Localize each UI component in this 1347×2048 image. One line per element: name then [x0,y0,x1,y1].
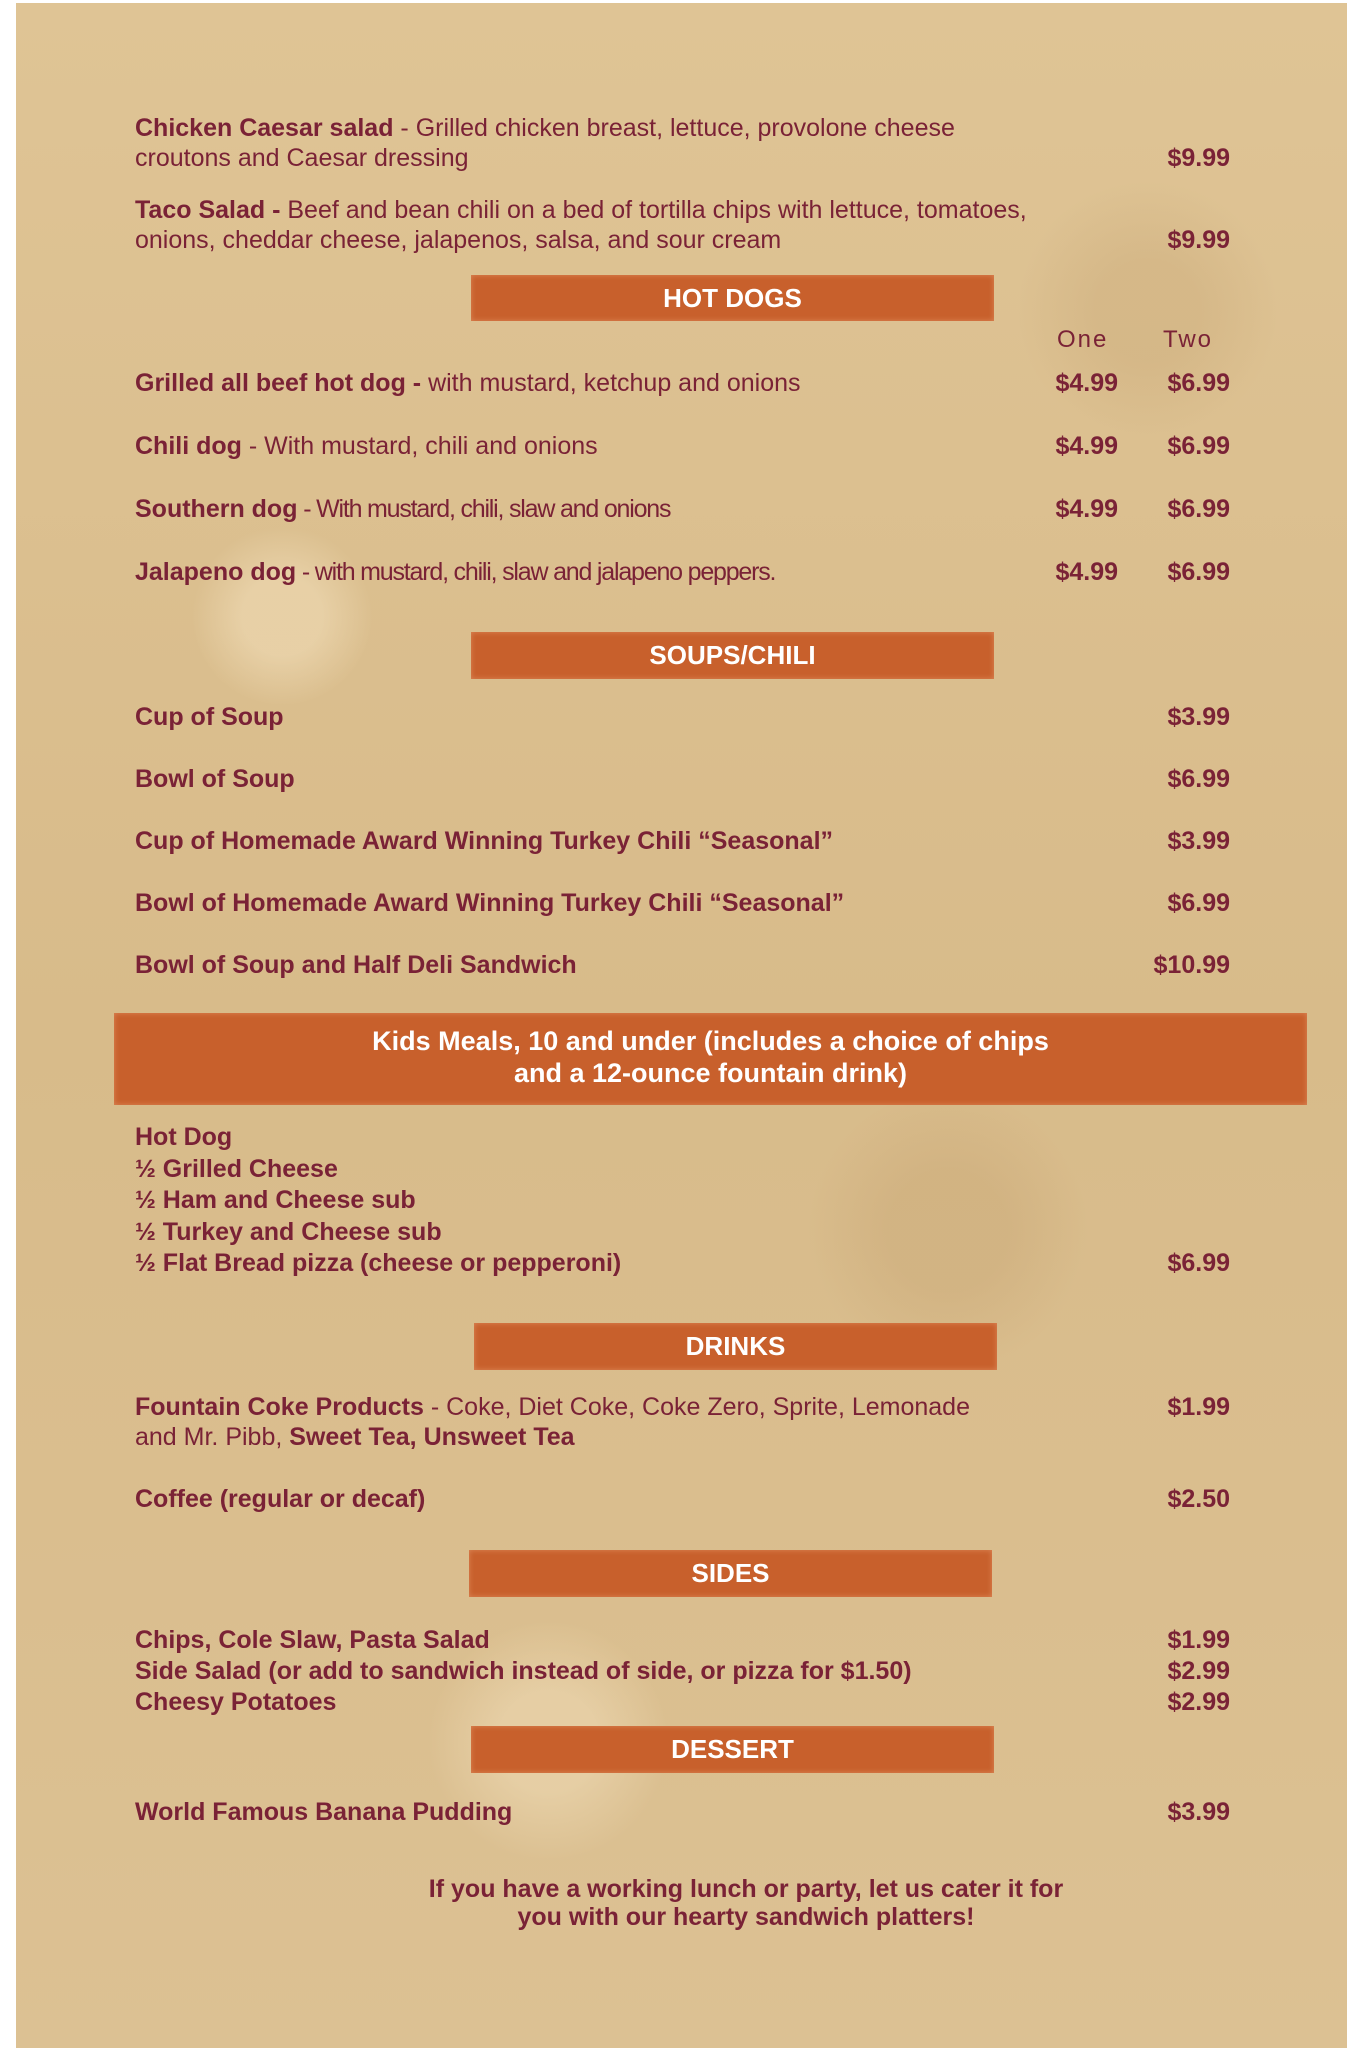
section-banner-drinks: DRINKS [474,1323,997,1370]
menu-item-soup-and-sandwich: Bowl of Soup and Half Deli Sandwich [135,951,577,979]
menu-item-taco-salad [135,195,1230,255]
catering-note-line1: If you have a working lunch or party, let us cater it for [428,1875,1064,1903]
item-price-one: $4.99 [1055,369,1118,397]
section-banner-sides: SIDES [469,1550,992,1597]
item-price-two: $6.99 [1167,432,1230,460]
item-name: Chili dog [135,432,242,460]
item-description: - With mustard, chili, slaw and onions [297,495,671,523]
column-header-two: Two [1163,326,1214,353]
item-price: $3.99 [1167,827,1230,855]
item-name: Fountain Coke Products [135,1393,424,1421]
item-price: $2.99 [1167,1657,1230,1685]
item-price: $9.99 [1167,226,1230,254]
item-price-two: $6.99 [1167,369,1230,397]
item-name: Jalapeno dog [135,558,297,586]
menu-item-chicken-caesar-salad [135,113,1230,173]
item-description: - with mustard, chili, slaw and jalapeno peppers. [296,558,776,586]
item-description: Beef and bean chili on a bed of tortilla chips with lettuce, tomatoes, [280,196,1027,224]
item-description-cont: croutons and Caesar dressing [135,144,469,172]
item-price-one: $4.99 [1055,432,1118,460]
menu-item-banana-pudding: World Famous Banana Pudding [135,1798,513,1826]
section-banner-hot-dogs: HOT DOGS [471,275,994,321]
item-description: - With mustard, chili and onions [241,432,598,460]
item-description: - Coke, Diet Coke, Coke Zero, Sprite, Lemonade [423,1393,970,1421]
item-price-one: $4.99 [1055,558,1118,586]
item-description-cont: onions, cheddar cheese, jalapenos, salsa, and sour cream [135,226,782,254]
item-price: $6.99 [1167,889,1230,917]
column-header-one: One [1057,326,1109,353]
menu-page [16,3,1347,2048]
item-description: with mustard, ketchup and onions [421,369,801,397]
item-description: - Grilled chicken breast, lettuce, provolone cheese [393,114,955,142]
section-banner-soups-chili: SOUPS/CHILI [471,632,994,679]
item-name: Grilled all beef hot dog - [135,369,422,397]
catering-note [316,1875,1176,1931]
list-item: ½ Flat Bread pizza (cheese or pepperoni) [135,1249,622,1277]
item-name: Southern dog [135,495,298,523]
kids-meal-price: $6.99 [1167,1249,1230,1277]
item-price: $3.99 [1167,1798,1230,1826]
item-description-cont: and Mr. Pibb, [135,1423,290,1451]
kids-meal-list [135,1122,1230,1280]
section-banner-dessert: DESSERT [471,1726,994,1773]
menu-item-chips-slaw-pasta: Chips, Cole Slaw, Pasta Salad [135,1626,490,1654]
item-description-teas: Sweet Tea, Unsweet Tea [289,1423,575,1451]
catering-note-line2: you with our hearty sandwich platters! [517,1903,975,1931]
list-item: Hot Dog [135,1123,233,1151]
item-price: $9.99 [1167,144,1230,172]
menu-item-fountain-coke [135,1392,1230,1452]
section-banner-kids-meals [114,1013,1307,1105]
list-item: ½ Grilled Cheese [135,1154,338,1183]
item-name: Taco Salad - [135,196,281,224]
menu-item-bowl-of-soup: Bowl of Soup [135,765,295,793]
item-price-one: $4.99 [1055,495,1118,523]
kids-title-line2: and a 12-ounce fountain drink) [513,1058,908,1088]
menu-item-cheesy-potatoes: Cheesy Potatoes [135,1688,337,1716]
item-name: Chicken Caesar salad [135,114,394,142]
item-price: $1.99 [1167,1626,1230,1654]
item-price: $2.99 [1167,1688,1230,1716]
menu-item-cup-of-chili: Cup of Homemade Award Winning Turkey Chili “Seasonal” [135,827,834,855]
item-price: $10.99 [1153,951,1230,979]
item-price: $1.99 [1167,1393,1230,1421]
kids-title-line1: Kids Meals, 10 and under (includes a choice of chips [372,1026,1049,1056]
item-price-two: $6.99 [1167,558,1230,586]
menu-item-side-salad: Side Salad (or add to sandwich instead of side, or pizza for $1.50) [135,1657,912,1685]
item-price: $3.99 [1167,703,1230,731]
menu-item-coffee: Coffee (regular or decaf) [135,1485,426,1513]
list-item: ½ Turkey and Cheese sub [135,1217,442,1246]
item-price: $2.50 [1167,1485,1230,1513]
item-price: $6.99 [1167,765,1230,793]
item-price-two: $6.99 [1167,495,1230,523]
menu-item-cup-of-soup: Cup of Soup [135,703,284,731]
list-item: ½ Ham and Cheese sub [135,1186,416,1214]
menu-item-bowl-of-chili: Bowl of Homemade Award Winning Turkey Chili “Seasonal” [135,889,845,917]
